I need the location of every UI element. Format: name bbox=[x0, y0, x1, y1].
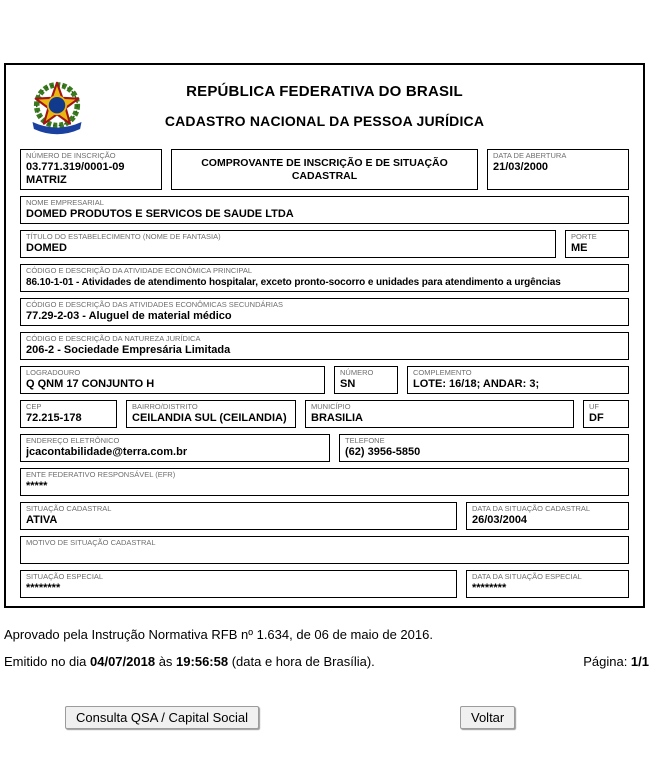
field-label: ENDEREÇO ELETRÔNICO bbox=[26, 436, 120, 445]
field-label: NOME EMPRESARIAL bbox=[26, 198, 104, 207]
emission-text bbox=[4, 654, 375, 669]
field-comprovante-title bbox=[171, 149, 478, 190]
field-value: Q QNM 17 CONJUNTO H bbox=[26, 378, 155, 390]
field-nome-empresarial bbox=[20, 196, 629, 224]
emission-connector: às bbox=[155, 654, 177, 669]
field-numero-inscricao bbox=[20, 149, 162, 190]
emission-time: 19:56:58 bbox=[176, 654, 229, 669]
field-label: COMPLEMENTO bbox=[413, 368, 472, 377]
approval-note: Aprovado pela Instrução Normativa RFB nº 1.634, de 06 de maio de 2016. bbox=[4, 627, 433, 642]
field-label: DATA DA SITUAÇÃO ESPECIAL bbox=[472, 572, 582, 581]
emission-suffix: (data e hora de Brasília). bbox=[228, 654, 375, 669]
field-value: LOTE: 16/18; ANDAR: 3; bbox=[413, 378, 540, 390]
field-value: ******** bbox=[26, 582, 61, 594]
field-natureza-juridica bbox=[20, 332, 629, 360]
field-label: TELEFONE bbox=[345, 436, 385, 445]
field-label: NÚMERO bbox=[340, 368, 374, 377]
page-title: REPÚBLICA FEDERATIVA DO BRASIL bbox=[186, 83, 463, 100]
row-natureza-juridica bbox=[20, 332, 629, 360]
field-value: 77.29-2-03 - Aluguel de material médico bbox=[26, 310, 232, 322]
titles bbox=[20, 73, 629, 129]
field-cep bbox=[20, 400, 117, 428]
field-label: CEP bbox=[26, 402, 42, 411]
row-atividade-principal bbox=[20, 264, 629, 292]
field-atividade-principal bbox=[20, 264, 629, 292]
field-uf bbox=[583, 400, 629, 428]
row-atividades-secundarias bbox=[20, 298, 629, 326]
field-value-matriz: MATRIZ bbox=[26, 174, 67, 186]
field-value bbox=[26, 548, 623, 561]
field-situacao-especial bbox=[20, 570, 457, 598]
field-label: BAIRRO/DISTRITO bbox=[132, 402, 198, 411]
field-label: CÓDIGO E DESCRIÇÃO DA NATUREZA JURÍDICA bbox=[26, 334, 201, 343]
field-label: MUNICÍPIO bbox=[311, 402, 351, 411]
voltar-button[interactable]: Voltar bbox=[460, 706, 515, 729]
field-label: TÍTULO DO ESTABELECIMENTO (NOME DE FANTASIA) bbox=[26, 232, 221, 241]
field-bairro-distrito bbox=[126, 400, 296, 428]
field-value: DF bbox=[589, 412, 604, 424]
row-motivo-situacao bbox=[20, 536, 629, 564]
field-value: DOMED PRODUTOS E SERVICOS DE SAUDE LTDA bbox=[26, 208, 294, 220]
comprovante-title: COMPROVANTE DE INSCRIÇÃO E DE SITUAÇÃO CADASTRAL bbox=[201, 156, 448, 182]
brazil-coat-of-arms-icon bbox=[22, 77, 92, 139]
cnpj-certificate bbox=[4, 63, 645, 608]
field-value: ***** bbox=[26, 480, 48, 492]
row-contato bbox=[20, 434, 629, 462]
field-value: 03.771.319/0001-09 bbox=[26, 161, 125, 173]
field-value: ME bbox=[571, 242, 588, 254]
field-endereco-eletronico bbox=[20, 434, 330, 462]
field-value: ATIVA bbox=[26, 514, 58, 526]
field-label: NÚMERO DE INSCRIÇÃO bbox=[26, 151, 116, 160]
consulta-qsa-button[interactable]: Consulta QSA / Capital Social bbox=[65, 706, 259, 729]
field-label: DATA DE ABERTURA bbox=[493, 151, 567, 160]
field-label: SITUAÇÃO ESPECIAL bbox=[26, 572, 104, 581]
page-indicator bbox=[583, 654, 649, 669]
field-municipio bbox=[305, 400, 574, 428]
field-efr bbox=[20, 468, 629, 496]
field-logradouro bbox=[20, 366, 325, 394]
field-porte bbox=[565, 230, 629, 258]
field-data-situacao-especial bbox=[466, 570, 629, 598]
field-situacao-cadastral bbox=[20, 502, 457, 530]
page-label: Página: bbox=[583, 654, 631, 669]
field-value: ******** bbox=[472, 582, 507, 594]
emission-line bbox=[4, 654, 649, 669]
field-label: MOTIVO DE SITUAÇÃO CADASTRAL bbox=[26, 538, 156, 547]
field-titulo-estabelecimento bbox=[20, 230, 556, 258]
field-label: DATA DA SITUAÇÃO CADASTRAL bbox=[472, 504, 591, 513]
field-telefone bbox=[339, 434, 629, 462]
field-numero bbox=[334, 366, 398, 394]
field-complemento bbox=[407, 366, 629, 394]
field-label: PORTE bbox=[571, 232, 597, 241]
field-value: 26/03/2004 bbox=[472, 514, 528, 526]
field-value: 72.215-178 bbox=[26, 412, 82, 424]
field-label: ENTE FEDERATIVO RESPONSÁVEL (EFR) bbox=[26, 470, 176, 479]
field-value: 86.10-1-01 - Atividades de atendimento hospitalar, exceto pronto-socorro e unidades para atendimento a urgências bbox=[26, 277, 561, 288]
emission-prefix: Emitido no dia bbox=[4, 654, 90, 669]
row-situacao-especial bbox=[20, 570, 629, 598]
row-inscricao bbox=[20, 149, 629, 190]
row-logradouro bbox=[20, 366, 629, 394]
field-label: UF bbox=[589, 402, 599, 411]
field-value: SN bbox=[340, 378, 356, 390]
emission-date: 04/07/2018 bbox=[90, 654, 156, 669]
row-titulo-porte bbox=[20, 230, 629, 258]
row-efr bbox=[20, 468, 629, 496]
page-subtitle: CADASTRO NACIONAL DA PESSOA JURÍDICA bbox=[164, 113, 485, 129]
field-label: CÓDIGO E DESCRIÇÃO DA ATIVIDADE ECONÔMICA PRINCIPAL bbox=[26, 266, 253, 275]
button-row bbox=[0, 706, 667, 736]
field-label: CÓDIGO E DESCRIÇÃO DAS ATIVIDADES ECONÔMICAS SECUNDÁRIAS bbox=[26, 300, 283, 309]
certificate-header bbox=[20, 73, 629, 143]
row-nome-empresarial bbox=[20, 196, 629, 224]
field-value: BRASILIA bbox=[311, 412, 363, 424]
field-atividades-secundarias bbox=[20, 298, 629, 326]
field-value: (62) 3956-5850 bbox=[345, 446, 421, 458]
field-value: DOMED bbox=[26, 242, 67, 254]
field-value: jcacontabilidade@terra.com.br bbox=[26, 446, 188, 458]
row-situacao-cadastral bbox=[20, 502, 629, 530]
field-data-abertura bbox=[487, 149, 629, 190]
page-value: 1/1 bbox=[630, 654, 649, 669]
field-label: SITUAÇÃO CADASTRAL bbox=[26, 504, 112, 513]
field-motivo-situacao bbox=[20, 536, 629, 564]
row-cep-municipio bbox=[20, 400, 629, 428]
field-value: 206-2 - Sociedade Empresária Limitada bbox=[26, 344, 231, 356]
field-value: 21/03/2000 bbox=[493, 161, 549, 173]
field-data-situacao-cadastral bbox=[466, 502, 629, 530]
field-value: CEILANDIA SUL (CEILANDIA) bbox=[132, 412, 287, 424]
field-label: LOGRADOURO bbox=[26, 368, 81, 377]
